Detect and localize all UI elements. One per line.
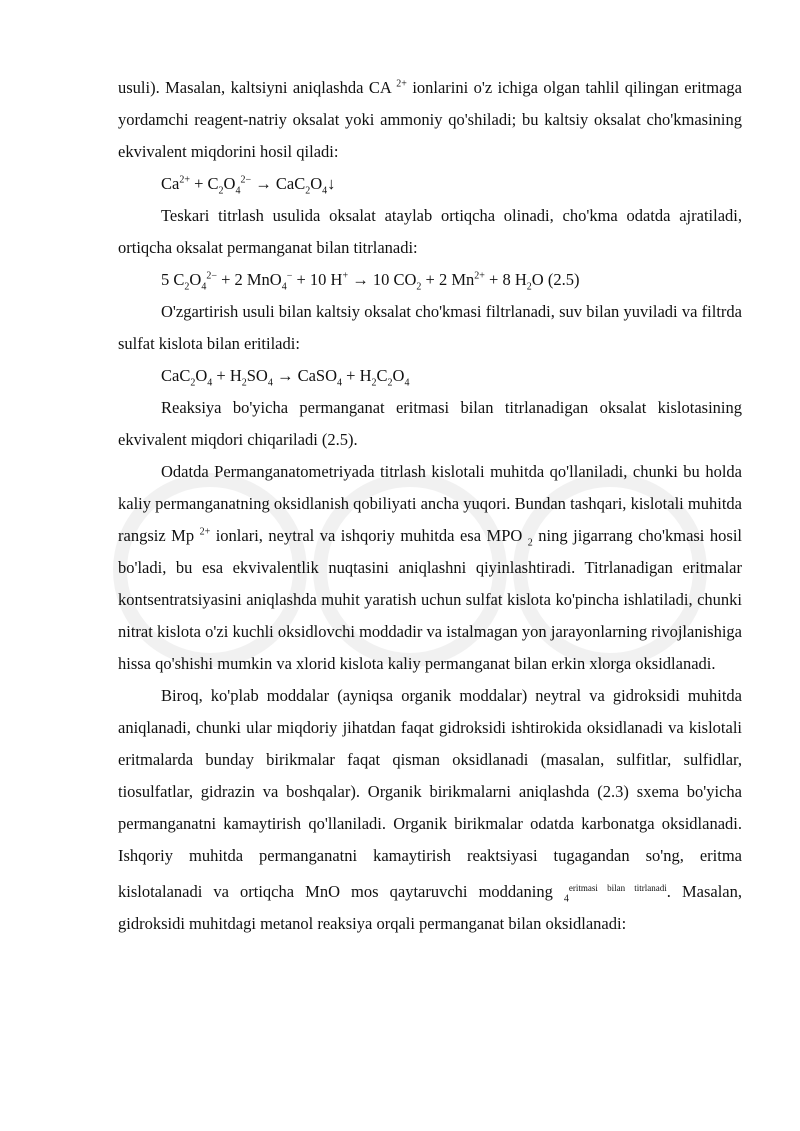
tiny-superscript: eritmasi bilan titrlanadi <box>568 883 667 893</box>
equation-2: 5 $C_2O_4^{2-} + 2$ MnO$_4$− + 10 H+ → 10 $CO_2 + 2$ $Mn^{2+} + 8$ $H_2O$ (2.5) <box>161 270 580 293</box>
equation-1: $Ca^{2+} + C_2O_4^{2-}$ → $CaC_2O_4↓$ <box>161 174 336 197</box>
text-run: ning jigarrang cho'kmasi hosil bo'ladi, bu esa ekvivalentlik nuqtasini aniqlashni qiyinlashtiradi. Titrlanadigan eritmalar kontsentratsiyasini aniqlashda muhit yaratish uchun sulfat kislota ko'pincha ishlatiladi, chunki nitrat kislota o'zi kuchli oksidlovchi moddadir va istalmagan yon jarayonlarning rivojlanishiga hissa qo'shishi mumkin va xlorid kislota kaliy permanganat bilan erkin xlorga oksidlanadi. <box>118 526 742 673</box>
text-run: . Masalan, gidroksidi muhitdagi metanol reaksiya orqali permanganat bilan oksidlanadi: <box>118 882 742 933</box>
paragraph-3: O'zgartirish usuli bilan kaltsiy oksalat cho'kmasi filtrlanadi, suv bilan yuviladi va filtrda sulfat kislota bilan eritiladi: <box>118 302 742 353</box>
superscript: 2+ <box>199 526 211 538</box>
subscript: 4 <box>563 893 569 905</box>
paragraph-4: Reaksiya bo'yicha permanganat eritmasi bilan titrlanadigan oksalat kislotasining ekvivalent miqdori chiqariladi (2.5). <box>118 398 742 449</box>
paragraph-1 <box>118 72 742 168</box>
text-run: usuli). Masalan, kaltsiyni aniqlashda CA <box>118 78 397 97</box>
equation-3: $CaC_2O_4 + H_2SO_4$ → CaSO$_4$ + $H_2C_2O_4$ <box>161 366 410 389</box>
paragraph-6 <box>118 680 742 940</box>
subscript: 2 <box>527 537 533 549</box>
superscript: 2+ <box>396 78 407 90</box>
paragraph-2: Teskari titrlash usulida oksalat ataylab ortiqcha olinadi, cho'kma odatda ajratiladi, ortiqcha oksalat permanganat bilan titrlanadi: <box>118 206 742 257</box>
text-run: ionlarini o'z ichiga olgan tahlil qilingan eritmaga yordamchi reagent-natriy oksalat yoki ammoniy qo'shiladi; bu kaltsiy oksalat cho'kmasining ekvivalent miqdorini hosil qiladi: <box>118 78 742 161</box>
text-run: Odatda Permanganatometriyada titrlash kislotali muhitda qo'llaniladi, chunki bu holda kaliy permanganatning oksidlanish qobiliyati ancha yuqori. Bundan tashqari, kislotali muhitda rangsiz Mp <box>118 462 742 545</box>
text-run: ionlari, neytral va ishqoriy muhitda esa MPO <box>210 526 528 545</box>
paragraph-5 <box>118 456 742 680</box>
text-run: Biroq, ko'plab moddalar (ayniqsa organik moddalar) neytral va gidroksidi muhitda aniqlanadi, chunki ular miqdoriy jihatdan faqat gidroksidi ishtirokida oksidlanadi va kislotali eritmalarda bunday birikmalar faqat qisman oksidlanadi (masalan, sulfitlar, sulfidlar, tiosulfatlar, gidrazin va boshqalar). Organik birikmalarni aniqlashda (2.3) sxema bo'yicha permanganatni kamaytirish qo'llaniladi. Organik birikmalar odatda karbonatga oksidlanadi. Ishqoriy muhitda permanganatni kamaytirish reaktsiyasi tugagandan so'ng, eritma kislotalanadi va ortiqcha MnO mos qaytaruvchi moddaning <box>118 686 742 901</box>
document-page <box>118 72 742 940</box>
